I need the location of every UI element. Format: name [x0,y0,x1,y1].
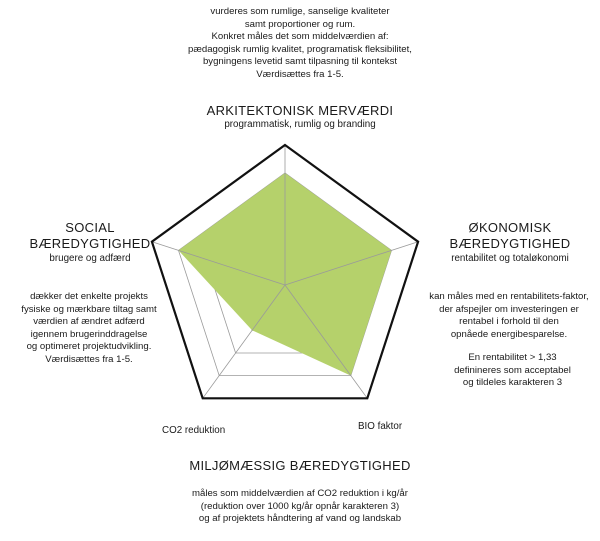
top-description: vurderes som rumlige, sanselige kvaliteter samt proportioner og rum. Konkret måles det som middelværdien af: pædagogisk rumlig kvalitet, programatisk fleksibilitet, bygningens levetid samt tilpasning til kontekst Værdisættes fra 1-5. [188,6,412,80]
economic-description: kan måles med en rentabilitets-faktor, der afspejler om investeringen er rentabel i forhold til den opnåede energibesparelse. [429,291,589,340]
co2-label: CO2 reduktion [162,425,226,436]
architectural-subtitle: programmatisk, rumlig og branding [224,119,376,130]
social-description: dækker det enkelte projekts fysiske og mærkbare tiltag samt værdien af ændret adfærd igennem brugerinddragelse og optimeret projektudvikling. Værdisættes fra 1-5. [21,291,157,365]
environmental-title: MILJØMÆSSIG BÆREDYGTIGHED [189,458,411,473]
social-subtitle: brugere og adfærd [49,253,131,264]
architectural-title: ARKITEKTONISK MERVÆRDI [206,103,394,118]
economic-criterion: En rentabilitet > 1,33 definineres som acceptabel og tildeles karakteren 3 [454,352,571,389]
social-title-line1: SOCIAL [65,220,115,235]
bio-label: BIO faktor [358,421,403,432]
economic-title-line1: ØKONOMISK [468,220,552,235]
environmental-description: måles som middelværdien af CO2 reduktion i kg/år (reduktion over 1000 kg/år opnår karakteren 3) og af projektets håndtering af vand og landskab [192,488,408,525]
social-title-line2: BÆREDYGTIGHED [29,236,151,251]
economic-title-line2: BÆREDYGTIGHED [449,236,571,251]
economic-subtitle: rentabilitet og totaløkonomi [451,253,569,264]
